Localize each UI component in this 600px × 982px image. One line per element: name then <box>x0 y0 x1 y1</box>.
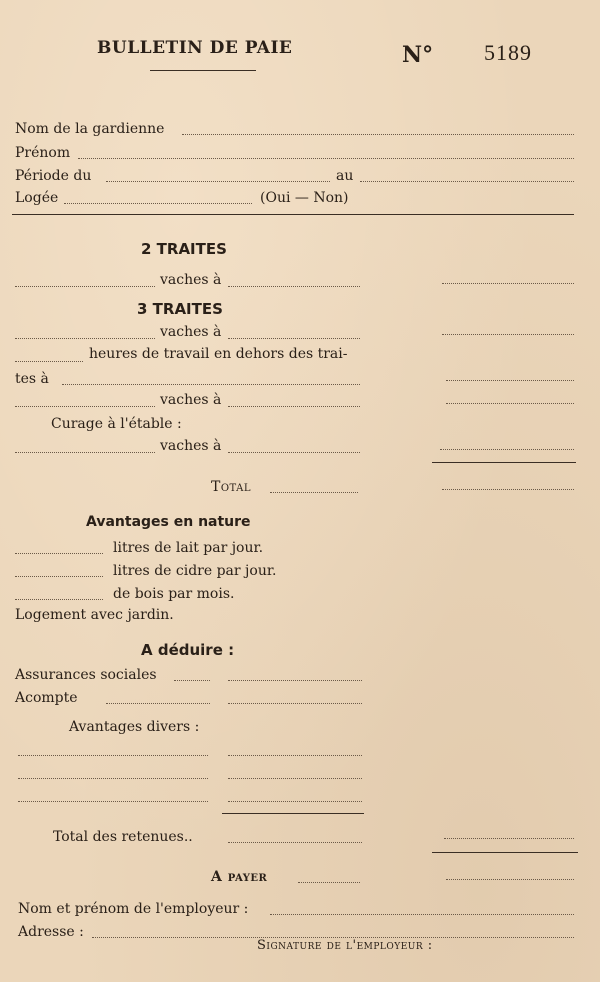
final-rule <box>432 852 578 853</box>
divers-line-1-field[interactable] <box>18 755 208 756</box>
total-leader <box>270 492 358 493</box>
a-payer-amount-field[interactable] <box>446 879 574 880</box>
periode-start-field[interactable] <box>106 181 330 182</box>
number-label: N° <box>402 42 434 68</box>
divers-amount-2-field[interactable] <box>228 778 362 779</box>
deux-traites-rate-field[interactable] <box>228 286 360 287</box>
oui-non: (Oui — Non) <box>260 190 349 206</box>
deux-traites-heading: 2 TRAITES <box>141 240 227 258</box>
acompte-amount-field[interactable] <box>228 703 362 704</box>
deux-traites-count-field[interactable] <box>15 286 155 287</box>
vaches-a-label: vaches à <box>160 272 222 288</box>
periode-label: Période du <box>15 168 92 184</box>
vaches-extra-rate-field[interactable] <box>228 406 360 407</box>
logee-field[interactable] <box>64 203 252 204</box>
heures-line-2: tes à <box>15 371 49 387</box>
avantages-heading: Avantages en nature <box>86 514 251 530</box>
a-payer-label: A payer <box>211 869 268 885</box>
lait-qty-field[interactable] <box>15 553 103 554</box>
total-retenues-label: Total des retenues.. <box>53 829 193 845</box>
document-title: BULLETIN DE PAIE <box>97 38 293 58</box>
prenom-label: Prénom <box>15 145 71 161</box>
total-retenues-field[interactable] <box>228 842 362 843</box>
retenues-rule <box>222 813 364 814</box>
vaches-a-label-3: vaches à <box>160 392 222 408</box>
employeur-label: Nom et prénom de l'employeur : <box>18 901 249 917</box>
heures-count-field[interactable] <box>15 361 83 362</box>
trois-traites-heading: 3 TRAITES <box>137 300 223 318</box>
heures-amount-field[interactable] <box>446 380 574 381</box>
curage-rate-field[interactable] <box>228 452 360 453</box>
vaches-a-label-4: vaches à <box>160 438 222 454</box>
curage-amount-field[interactable] <box>440 449 574 450</box>
au-label: au <box>336 168 354 184</box>
total-retenues-amount-field[interactable] <box>444 838 574 839</box>
periode-end-field[interactable] <box>360 181 574 182</box>
divers-label: Avantages divers : <box>69 719 200 735</box>
bois-label: de bois par mois. <box>113 586 235 602</box>
lait-label: litres de lait par jour. <box>113 540 264 556</box>
vaches-extra-count-field[interactable] <box>15 406 155 407</box>
divers-amount-1-field[interactable] <box>228 755 362 756</box>
subtotal-rule <box>432 462 576 463</box>
divers-amount-3-field[interactable] <box>228 801 362 802</box>
acompte-label: Acompte <box>15 690 78 706</box>
section-divider <box>12 214 574 215</box>
heures-rate-field[interactable] <box>62 384 360 385</box>
assurances-amount-field[interactable] <box>228 680 362 681</box>
assurances-label: Assurances sociales <box>15 667 157 683</box>
deduire-heading: A déduire : <box>141 641 235 659</box>
vaches-a-label-2: vaches à <box>160 324 222 340</box>
curage-label: Curage à l'étable : <box>51 416 182 432</box>
trois-traites-count-field[interactable] <box>15 338 155 339</box>
curage-count-field[interactable] <box>15 452 155 453</box>
acompte-leader <box>106 703 210 704</box>
prenom-field[interactable] <box>78 158 574 159</box>
logee-label: Logée <box>15 190 59 206</box>
nom-label: Nom de la gardienne <box>15 121 165 137</box>
trois-traites-amount-field[interactable] <box>442 334 574 335</box>
assurances-leader <box>174 680 210 681</box>
total-amount-field[interactable] <box>442 489 574 490</box>
nom-field[interactable] <box>182 134 574 135</box>
trois-traites-rate-field[interactable] <box>228 338 360 339</box>
adresse-label: Adresse : <box>18 924 84 940</box>
cidre-qty-field[interactable] <box>15 576 103 577</box>
title-underline <box>150 70 256 71</box>
cidre-label: litres de cidre par jour. <box>113 563 277 579</box>
logement-label: Logement avec jardin. <box>15 607 174 623</box>
employeur-field[interactable] <box>270 914 574 915</box>
signature-label: Signature de l'employeur : <box>257 938 433 953</box>
vaches-extra-amount-field[interactable] <box>446 403 574 404</box>
bois-qty-field[interactable] <box>15 599 103 600</box>
divers-line-3-field[interactable] <box>18 801 208 802</box>
a-payer-leader <box>298 882 360 883</box>
slip-number: 5189 <box>484 40 532 65</box>
heures-line-1: heures de travail en dehors des trai- <box>89 346 348 362</box>
deux-traites-amount-field[interactable] <box>442 283 574 284</box>
total-label: Total <box>211 479 252 495</box>
divers-line-2-field[interactable] <box>18 778 208 779</box>
